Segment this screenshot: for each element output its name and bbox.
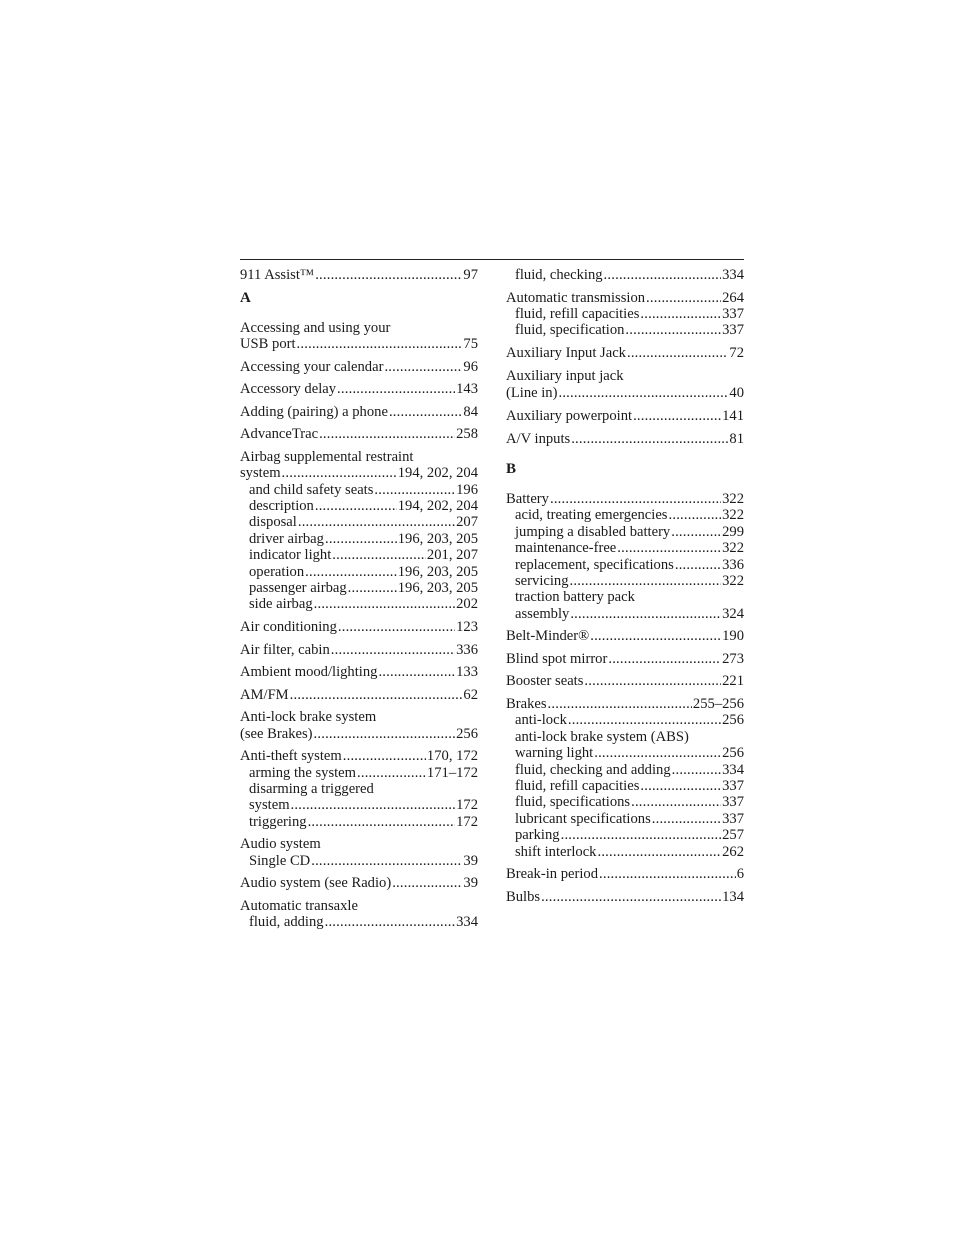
page-number: 170, 172 xyxy=(426,748,478,765)
entry-term: fluid, checking xyxy=(515,267,603,283)
entry-term: Audio system xyxy=(240,836,321,853)
page-number: 201, 207 xyxy=(426,547,478,564)
page-number: 196, 203, 205 xyxy=(397,530,478,547)
dot-leader xyxy=(392,875,462,891)
page-number: 322 xyxy=(722,507,744,524)
dot-leader xyxy=(389,404,462,420)
dot-leader xyxy=(315,498,397,514)
dot-leader xyxy=(671,524,721,540)
page-number: 334 xyxy=(722,761,744,778)
page-number: 97 xyxy=(463,267,478,283)
index-subentry xyxy=(506,811,744,827)
dot-leader xyxy=(291,797,456,813)
index-entry xyxy=(240,267,478,283)
index-subentry xyxy=(240,853,478,869)
page-number: 196 xyxy=(456,481,478,498)
page-number: 194, 202, 204 xyxy=(397,498,478,515)
index-subentry xyxy=(506,524,744,540)
index-entry xyxy=(240,619,478,635)
page-number: 39 xyxy=(463,875,478,892)
index-subentry xyxy=(506,762,744,778)
dot-leader xyxy=(625,322,721,338)
index-subentry xyxy=(240,514,478,530)
index-entry xyxy=(506,491,744,507)
entry-term: jumping a disabled battery xyxy=(515,523,671,540)
page-number: 322 xyxy=(722,490,744,507)
entry-term: triggering xyxy=(249,813,307,830)
index-entry xyxy=(506,673,744,689)
index-subentry xyxy=(506,573,744,589)
dot-leader xyxy=(584,673,721,689)
entry-term: arming the system xyxy=(249,764,357,781)
dot-leader xyxy=(282,465,397,481)
index-subentry xyxy=(240,547,478,563)
index-entry xyxy=(240,898,478,914)
entry-term: A/V inputs xyxy=(506,430,571,447)
page-number: 194, 202, 204 xyxy=(397,465,478,482)
entry-term: assembly xyxy=(515,605,570,622)
dot-leader xyxy=(597,844,721,860)
index-subentry xyxy=(506,729,744,745)
page-number: 6 xyxy=(736,866,744,883)
entry-term: driver airbag xyxy=(249,530,324,547)
dot-leader xyxy=(319,426,455,442)
dot-leader xyxy=(314,726,456,742)
entry-term: Booster seats xyxy=(506,673,584,690)
index-subentry xyxy=(506,606,744,622)
page-number: 40 xyxy=(729,385,744,402)
index-entry xyxy=(506,345,744,361)
page-number: 337 xyxy=(722,777,744,794)
index-subentry xyxy=(506,306,744,322)
entry-term: servicing xyxy=(515,572,569,589)
index-entry xyxy=(506,408,744,424)
page-number: 299 xyxy=(722,523,744,540)
entry-term: Accessory delay xyxy=(240,381,337,398)
index-subentry xyxy=(506,794,744,810)
dot-leader xyxy=(627,345,728,361)
entry-term: Ambient mood/lighting xyxy=(240,664,378,681)
index-entry xyxy=(506,696,744,712)
dot-leader xyxy=(337,381,455,397)
entry-term: AM/FM xyxy=(240,686,289,703)
page-number: 72 xyxy=(729,344,744,361)
entry-term: and child safety seats xyxy=(249,481,374,498)
entry-term: Break-in period xyxy=(506,866,598,883)
page-number: 336 xyxy=(456,641,478,658)
page-number: 202 xyxy=(456,596,478,613)
page-number: 134 xyxy=(722,888,744,905)
index-entry xyxy=(240,359,478,375)
index-entry xyxy=(506,290,744,306)
entry-term: Auxiliary powerpoint xyxy=(506,407,633,424)
index-subentry xyxy=(506,557,744,573)
entry-term: AdvanceTrac xyxy=(240,426,319,443)
dot-leader xyxy=(332,547,426,563)
index-column-right xyxy=(506,267,744,905)
index-entry xyxy=(240,449,478,465)
index-subentry xyxy=(506,712,744,728)
index-subentry xyxy=(240,482,478,498)
page-number: 336 xyxy=(722,556,744,573)
index-entry xyxy=(240,404,478,420)
entry-term: Accessing and using your xyxy=(240,319,391,336)
entry-term: traction battery pack xyxy=(515,589,635,606)
entry-term: 911 Assist™ xyxy=(240,267,315,283)
index-subentry xyxy=(240,531,478,547)
dot-leader xyxy=(672,762,721,778)
dot-leader xyxy=(570,573,722,589)
dot-leader xyxy=(348,580,397,596)
dot-leader xyxy=(646,290,721,306)
entry-term: Accessing your calendar xyxy=(240,358,384,375)
dot-leader xyxy=(311,853,462,869)
index-subentry xyxy=(240,564,478,580)
dot-leader xyxy=(325,914,456,930)
dot-leader xyxy=(357,765,426,781)
index-entry xyxy=(240,875,478,891)
index-entry xyxy=(506,866,744,882)
dot-leader xyxy=(297,336,463,352)
entry-term: Air filter, cabin xyxy=(240,641,330,658)
dot-leader xyxy=(548,696,692,712)
index-entry xyxy=(506,431,744,447)
dot-leader xyxy=(617,540,721,556)
page-number: 84 xyxy=(463,403,478,420)
index-subentry xyxy=(506,507,744,523)
entry-term: maintenance-free xyxy=(515,540,617,557)
page-number: 196, 203, 205 xyxy=(397,563,478,580)
index-entry xyxy=(240,642,478,658)
dot-leader xyxy=(325,531,397,547)
entry-term: Airbag supplemental restraint xyxy=(240,448,414,465)
page-number: 337 xyxy=(722,305,744,322)
entry-term: Automatic transaxle xyxy=(240,897,358,914)
entry-term: Anti-theft system xyxy=(240,748,342,765)
dot-leader xyxy=(384,359,462,375)
dot-leader xyxy=(298,514,455,530)
page-number: 264 xyxy=(722,289,744,306)
section-letter: B xyxy=(506,460,517,477)
entry-term: fluid, refill capacities xyxy=(515,305,640,322)
dot-leader xyxy=(305,564,397,580)
dot-leader xyxy=(652,811,721,827)
page-number: 262 xyxy=(722,843,744,860)
page-number: 322 xyxy=(722,572,744,589)
entry-term: USB port xyxy=(240,335,296,352)
index-subentry xyxy=(240,914,478,930)
index-subentry xyxy=(240,765,478,781)
dot-leader xyxy=(343,748,426,764)
page-number: 62 xyxy=(463,686,478,703)
page-number: 255–256 xyxy=(692,696,744,712)
index-subentry xyxy=(240,596,478,612)
entry-term: Audio system (see Radio) xyxy=(240,875,392,892)
page-number: 171–172 xyxy=(426,764,478,781)
index-entry xyxy=(240,465,478,481)
page-number: 257 xyxy=(722,827,744,844)
entry-term: operation xyxy=(249,563,305,580)
dot-leader xyxy=(568,712,721,728)
entry-term: indicator light xyxy=(249,547,332,564)
section-letter: A xyxy=(240,289,251,306)
header-rule xyxy=(240,259,744,260)
entry-term: Brakes xyxy=(506,696,547,712)
page-number: 273 xyxy=(722,650,744,667)
dot-leader xyxy=(590,628,721,644)
entry-term: fluid, specification xyxy=(515,322,625,339)
dot-leader xyxy=(571,431,728,447)
entry-term: disarming a triggered xyxy=(249,781,374,798)
page-number: 337 xyxy=(722,810,744,827)
dot-leader xyxy=(570,606,721,622)
index-subentry xyxy=(240,580,478,596)
page-number: 256 xyxy=(722,712,744,729)
entry-term: Anti-lock brake system xyxy=(240,709,377,726)
entry-term: Adding (pairing) a phone xyxy=(240,403,388,420)
index-subentry xyxy=(240,498,478,514)
page-number: 133 xyxy=(456,664,478,681)
index-entry xyxy=(240,381,478,397)
dot-leader xyxy=(633,408,721,424)
index-entry xyxy=(240,320,478,336)
page-number: 143 xyxy=(456,381,478,398)
entry-term: anti-lock brake system (ABS) xyxy=(515,728,689,745)
index-entry xyxy=(240,709,478,725)
dot-leader xyxy=(331,642,455,658)
entry-term: disposal xyxy=(249,514,297,531)
entry-term: fluid, refill capacities xyxy=(515,777,640,794)
index-entry xyxy=(240,426,478,442)
page-number: 96 xyxy=(463,358,478,375)
dot-leader xyxy=(308,814,456,830)
index-entry xyxy=(506,385,744,401)
entry-term: Bulbs xyxy=(506,888,541,905)
page-number: 221 xyxy=(722,673,744,690)
index-subentry xyxy=(506,745,744,761)
dot-leader xyxy=(290,687,463,703)
dot-leader xyxy=(675,557,721,573)
dot-leader xyxy=(631,794,721,810)
index-subentry xyxy=(506,827,744,843)
index-subentry xyxy=(506,844,744,860)
page-number: 207 xyxy=(456,514,478,531)
index-entry xyxy=(506,628,744,644)
index-subentry xyxy=(506,322,744,338)
index-entry xyxy=(240,687,478,703)
entry-term: Blind spot mirror xyxy=(506,650,608,667)
index-entry xyxy=(240,726,478,742)
entry-term: Automatic transmission xyxy=(506,289,646,306)
entry-term: fluid, adding xyxy=(249,914,324,931)
index-entry xyxy=(240,836,478,852)
page-number: 172 xyxy=(456,813,478,830)
entry-term: Auxiliary input jack xyxy=(506,367,624,384)
entry-term: anti-lock xyxy=(515,712,567,729)
page-number: 256 xyxy=(722,745,744,762)
entry-term: parking xyxy=(515,827,560,844)
page-number: 322 xyxy=(722,540,744,557)
dot-leader xyxy=(604,267,722,283)
page-number: 75 xyxy=(463,335,478,352)
page-number: 258 xyxy=(456,426,478,443)
entry-term: replacement, specifications xyxy=(515,556,674,573)
index-entry xyxy=(506,889,744,905)
entry-term: (Line in) xyxy=(506,385,558,402)
entry-term: fluid, specifications xyxy=(515,794,631,811)
entry-term: description xyxy=(249,498,314,515)
dot-leader xyxy=(378,664,455,680)
entry-term: system xyxy=(240,465,281,482)
entry-term: fluid, checking and adding xyxy=(515,761,671,778)
entry-term: lubricant specifications xyxy=(515,810,651,827)
entry-term: passenger airbag xyxy=(249,579,347,596)
index-entry xyxy=(506,368,744,384)
dot-leader xyxy=(550,491,721,507)
entry-term: Battery xyxy=(506,490,549,507)
entry-term: warning light xyxy=(515,745,594,762)
page-number: 334 xyxy=(456,914,478,931)
page-number: 81 xyxy=(729,430,744,447)
dot-leader xyxy=(561,827,722,843)
entry-term: acid, treating emergencies xyxy=(515,507,668,524)
page-number: 190 xyxy=(722,628,744,645)
dot-leader xyxy=(640,778,721,794)
index-subentry xyxy=(506,778,744,794)
page-number: 39 xyxy=(463,852,478,869)
index-entry xyxy=(240,748,478,764)
entry-term: Air conditioning xyxy=(240,618,337,635)
dot-leader xyxy=(315,267,462,283)
entry-term: side airbag xyxy=(249,596,313,613)
dot-leader xyxy=(608,651,721,667)
page-number: 196, 203, 205 xyxy=(397,579,478,596)
dot-leader xyxy=(541,889,721,905)
entry-term: system xyxy=(249,797,290,814)
index-subentry xyxy=(240,781,478,797)
entry-term: Single CD xyxy=(249,852,311,869)
page-number: 256 xyxy=(456,725,478,742)
index-subentry xyxy=(506,267,744,283)
index-subentry xyxy=(506,540,744,556)
page-number: 337 xyxy=(722,322,744,339)
page-number: 141 xyxy=(722,407,744,424)
dot-leader xyxy=(314,596,455,612)
index-subentry xyxy=(240,814,478,830)
dot-leader xyxy=(338,619,455,635)
dot-leader xyxy=(599,866,736,882)
dot-leader xyxy=(594,745,721,761)
dot-leader xyxy=(640,306,721,322)
page-number: 123 xyxy=(456,618,478,635)
dot-leader xyxy=(374,482,455,498)
index-column-left xyxy=(240,267,478,931)
page-number: 334 xyxy=(722,267,744,283)
page-number: 324 xyxy=(722,605,744,622)
index-entry xyxy=(240,664,478,680)
entry-term: shift interlock xyxy=(515,843,597,860)
page-number: 172 xyxy=(456,797,478,814)
entry-term: Auxiliary Input Jack xyxy=(506,344,626,361)
entry-term: (see Brakes) xyxy=(240,725,313,742)
index-entry xyxy=(240,336,478,352)
dot-leader xyxy=(669,507,722,523)
dot-leader xyxy=(558,385,728,401)
index-entry xyxy=(506,651,744,667)
page-number: 337 xyxy=(722,794,744,811)
index-subentry xyxy=(506,589,744,605)
index-subentry xyxy=(240,797,478,813)
entry-term: Belt-Minder® xyxy=(506,628,590,645)
